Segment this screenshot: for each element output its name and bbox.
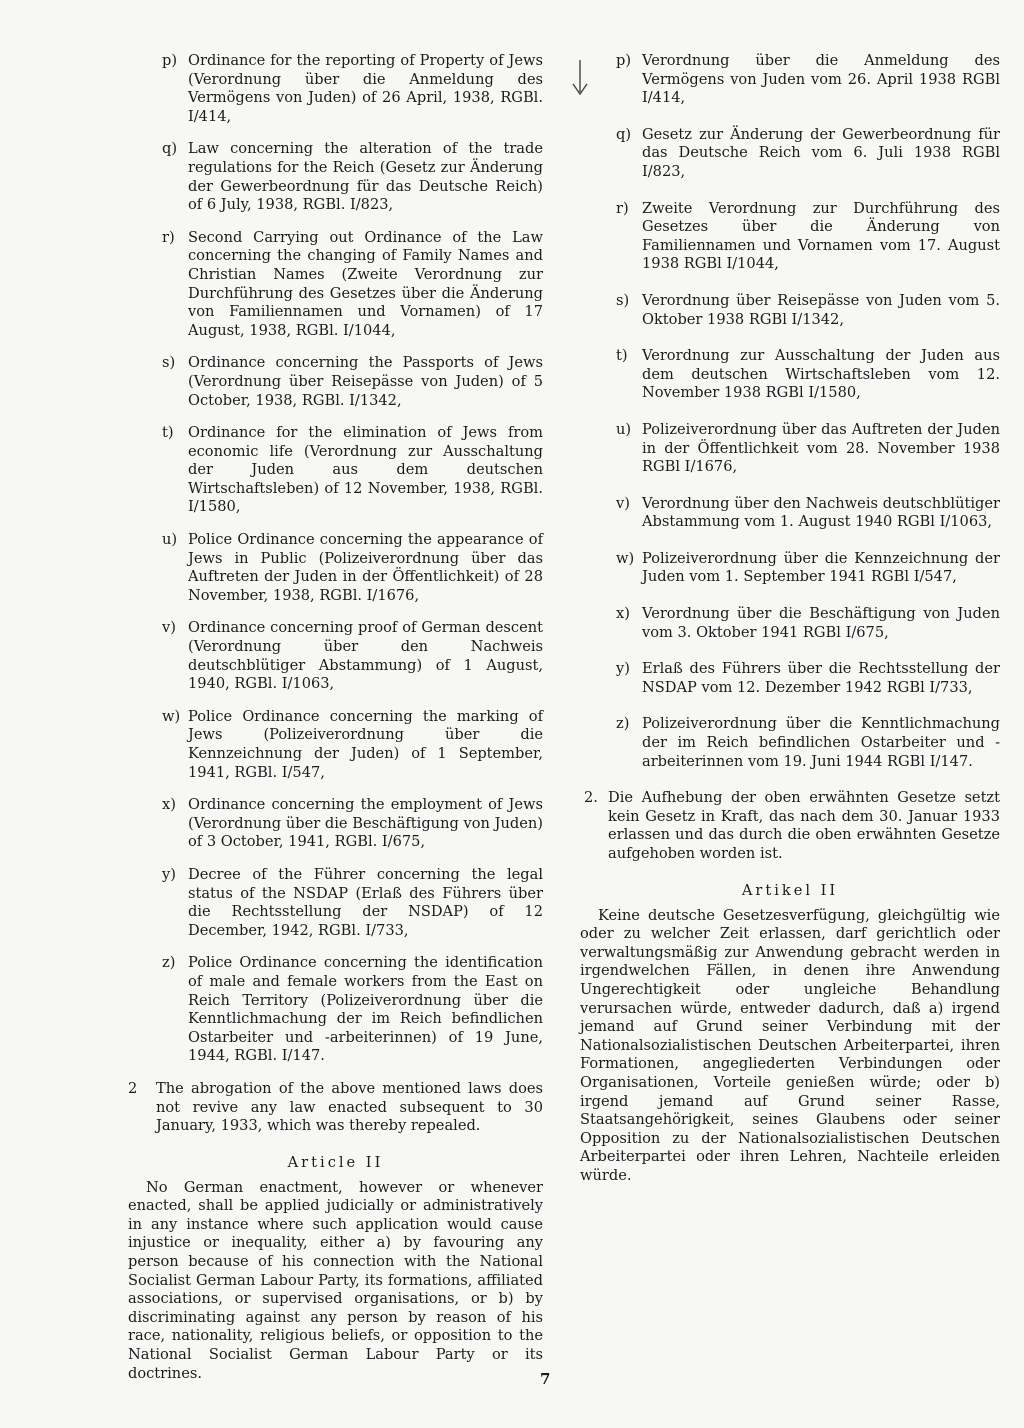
item-label: v) — [162, 619, 176, 637]
article-heading: Artikel II — [741, 881, 839, 899]
list-item — [128, 796, 543, 852]
list-item — [128, 708, 543, 782]
item-text: Verordnung über die Beschäftigung von Juden vom 3. Oktober 1941 RGBl I/675, — [642, 605, 1000, 641]
item-text: Verordnung über den Nachweis deutschblütiger Abstammung vom 1. August 1940 RGBl I/1063, — [642, 494, 1000, 531]
item-label: r) — [616, 199, 629, 217]
item-label: x) — [162, 796, 176, 814]
item-label: p) — [616, 52, 632, 69]
item-text: Police Ordinance concerning the identification of male and female workers from the East on Reich Territory (Polizeiverordnung über die Kenntlichmachung der im Reich befindlichen Ostarbeiter und -arbeiterinnen) of 19 June, 1944, RGBl. I/147. — [188, 954, 543, 1065]
item-text: Ordinance for the reporting of Property of Jews (Verordnung über die Anmeldung des Vermögens von Juden) of 26 April, 1938, RGBl. I/414, — [188, 52, 543, 125]
item-text: Police Ordinance concerning the marking of Jews (Polizeiverordnung über die Kennzeichnung der Juden) of 1 September, 1941, RGBl. I/547, — [188, 707, 543, 781]
list-item — [580, 495, 1000, 532]
item-label: u) — [162, 531, 178, 549]
item-label: p) — [162, 52, 178, 69]
item-text: Ordinance for the elimination of Jews from economic life (Verordnung zur Ausschaltung der Juden aus dem deutschen Wirtschaftsleben) of 12 November, 1938, RGBl. I/1580, — [188, 424, 543, 516]
item-label: w) — [162, 707, 181, 725]
item-text: Verordnung über die Anmeldung des Vermögens von Juden vom 26. April 1938 RGBl I/414, — [642, 52, 1000, 107]
list-item — [580, 421, 1000, 477]
list-item — [580, 660, 1000, 697]
item-label: w) — [616, 549, 635, 567]
item-text: Ordinance concerning the employment of Jews (Verordnung über die Beschäftigung von Juden) of 3 October, 1941, RGBl. I/675, — [188, 796, 543, 851]
item-label: u) — [616, 420, 632, 438]
item-text: Ordinance concerning the Passports of Jews (Verordnung über Reisepässe von Juden) of 5 October, 1938, RGBl. I/1342, — [188, 354, 543, 409]
item-text: Polizeiverordnung über die Kenntlichmachung der im Reich befindlichen Ostarbeiter und -arbeiterinnen vom 19. Juni 1944 RGBl I/147. — [642, 715, 1000, 770]
item-text: Police Ordinance concerning the appearance of Jews in Public (Polizeiverordnung über das Auftreten der Juden in der Öffentlichkeit) of 28 November, 1938, RGBl. I/1676, — [188, 531, 543, 604]
item-label: v) — [616, 494, 630, 512]
list-item — [580, 200, 1000, 274]
list-item — [580, 126, 1000, 182]
item-text: Law concerning the alteration of the trade regulations for the Reich (Gesetz zur Änderung der Gewerbeordnung für das Deutsche Reich) of 6 July, 1938, RGBl. I/823, — [188, 140, 543, 214]
item-label: y) — [162, 865, 176, 883]
item-text: Verordnung zur Ausschaltung der Juden aus dem deutschen Wirtschaftsleben vom 12. November 1938 RGBl I/1580, — [642, 347, 1000, 402]
list-item — [128, 619, 543, 693]
item-text: Polizeiverordnung über das Auftreten der Juden in der Öffentlichkeit vom 28. November 1938 RGBl I/1676, — [642, 420, 1000, 476]
item-label: q) — [162, 140, 178, 158]
item-text: Polizeiverordnung über die Kennzeichnung der Juden vom 1. September 1941 RGBl I/547, — [642, 549, 1000, 586]
list-item — [128, 140, 543, 214]
list-item — [580, 347, 1000, 403]
list-item — [128, 866, 543, 940]
english-column — [128, 52, 543, 1383]
point-label: 2. — [584, 789, 598, 807]
list-item — [128, 954, 543, 1066]
german-ordinance-list — [580, 52, 1000, 771]
list-item — [128, 531, 543, 605]
point-2 — [128, 1080, 543, 1136]
list-item — [580, 605, 1000, 642]
item-label: z) — [162, 954, 176, 972]
list-item — [580, 292, 1000, 329]
article-heading: Article II — [287, 1153, 384, 1171]
list-item — [128, 52, 543, 126]
point-text: Die Aufhebung der oben erwähnten Gesetze setzt kein Gesetz in Kraft, das nach dem 30. Januar 1933 erlassen und das durch die oben erwähnten Gesetze aufgehoben worden ist. — [608, 789, 1000, 862]
list-item — [128, 229, 543, 341]
article-paragraph: No German enactment, however or whenever enacted, shall be applied judicially or administratively in any instance where such application would cause injustice or inequality, either a) by favouring any person because of his connection with the National Socialist German Labour Party, its formations, affiliated associations, or supervised organisations, or b) by discriminating against any person by reason of his race, nationality, religious beliefs, or opposition to the National Socialist German Labour Party or its doctrines. — [128, 1178, 543, 1382]
item-text: Erlaß des Führers über die Rechtsstellung der NSDAP vom 12. Dezember 1942 RGBl I/733, — [642, 660, 1000, 696]
german-column — [580, 52, 1000, 1186]
item-label: y) — [616, 660, 630, 678]
point-text: The abrogation of the above mentioned laws does not revive any law enacted subsequent to 30 January, 1933, which was thereby repealed. — [156, 1079, 543, 1135]
item-label: x) — [616, 605, 630, 623]
item-label: r) — [162, 228, 175, 246]
list-item — [580, 715, 1000, 771]
item-text: Decree of the Führer concerning the legal status of the NSDAP (Erlaß des Führers über die Rechtsstellung der NSDAP) of 12 December, 1942, RGBl. I/733, — [188, 865, 543, 939]
item-label: s) — [616, 291, 630, 309]
point-2 — [580, 789, 1000, 863]
item-text: Ordinance concerning proof of German descent (Verordnung über den Nachweis deutschblütiger Abstammung) of 1 August, 1940, RGBl. I/1063, — [188, 619, 543, 693]
list-item — [128, 354, 543, 410]
item-text: Gesetz zur Änderung der Gewerbeordnung für das Deutsche Reich vom 6. Juli 1938 RGBl I/823, — [642, 125, 1000, 180]
item-label: z) — [616, 715, 630, 733]
item-text: Verordnung über Reisepässe von Juden vom 5. Oktober 1938 RGBl I/1342, — [642, 291, 1000, 328]
item-label: s) — [162, 354, 176, 372]
list-item — [580, 550, 1000, 587]
item-label: t) — [162, 424, 174, 442]
page-number: 7 — [540, 1370, 551, 1388]
point-label: 2 — [128, 1079, 138, 1097]
list-item — [580, 52, 1000, 108]
item-label: q) — [616, 125, 632, 143]
item-label: t) — [616, 347, 628, 365]
item-text: Zweite Verordnung zur Durchführung des Gesetzes über die Änderung von Familiennamen und Vornamen vom 17. August 1938 RGBl I/1044, — [642, 199, 1000, 273]
list-item — [128, 424, 543, 517]
article-paragraph: Keine deutsche Gesetzesverfügung, gleichgültig wie oder zu welcher Zeit erlassen, darf gerichtlich oder verwaltungsmäßig zur Anwendung gebracht werden in irgendwelchen Fällen, in denen ihre Anwendung Ungerechtigkeit oder ungleiche Behandlung verursachen würde, entweder dadurch, daß a) irgend jemand auf Grund seiner Verbindung mit der Nationalsozialistischen Deutschen Arbeiterpartei, ihren Formationen, angegliederten Verbindungen oder Organisationen, Vorteile genießen würde; oder b) irgend jemand auf Grund seiner Rasse, Staatsangehörigkeit, seines Glaubens oder seiner Opposition zu der Nationalsozialistischen Deutschen Arbeiterpartei oder ihren Lehren, Nachteile erleiden würde. — [580, 906, 1000, 1184]
english-ordinance-list — [128, 52, 543, 1066]
item-text: Second Carrying out Ordinance of the Law concerning the changing of Family Names and Christian Names (Zweite Verordnung zur Durchführung des Gesetzes über die Änderung von Familiennamen und Vornamen) of 17 August, 1938, RGBl. I/1044, — [188, 228, 543, 339]
